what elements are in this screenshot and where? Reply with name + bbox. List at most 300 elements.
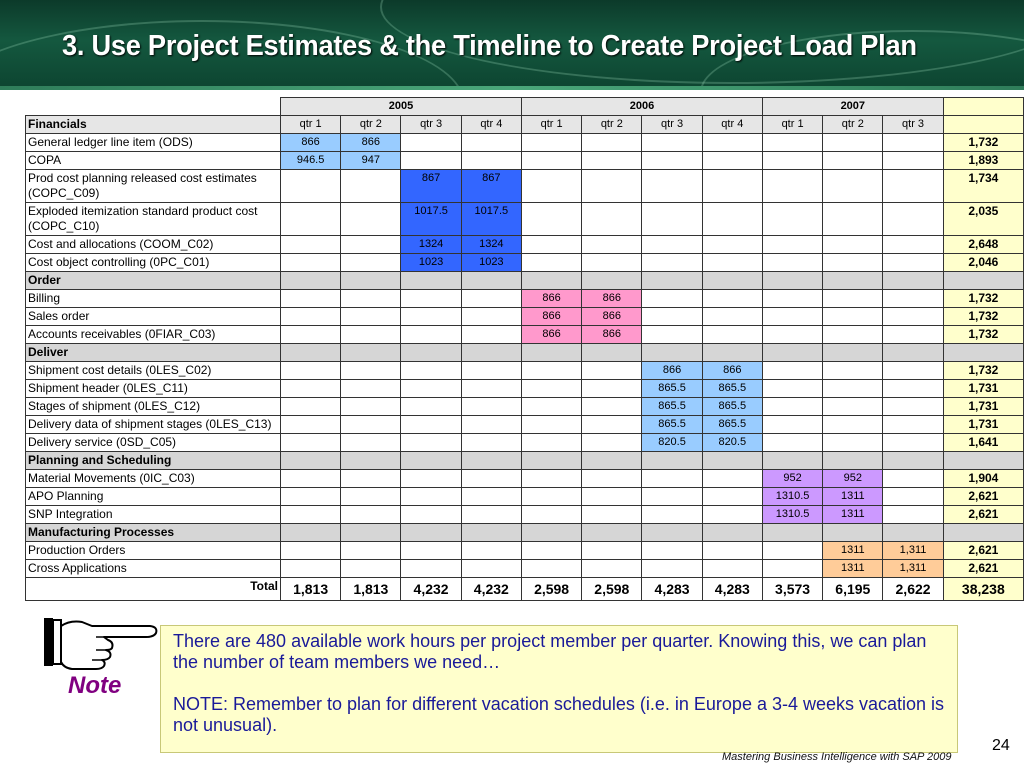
hours-cell	[521, 434, 581, 452]
section-label: Financials	[26, 116, 281, 134]
hours-cell	[582, 203, 642, 236]
hours-cell	[461, 560, 521, 578]
quarter-header: qtr 2	[582, 116, 642, 134]
hours-cell	[280, 203, 340, 236]
hours-cell	[280, 506, 340, 524]
section-cell	[401, 344, 461, 362]
total-label: Total	[26, 578, 281, 601]
section-cell	[521, 452, 581, 470]
hours-cell	[823, 308, 883, 326]
hours-cell	[341, 542, 401, 560]
hours-cell	[702, 254, 762, 272]
quarter-header: qtr 4	[461, 116, 521, 134]
section-cell	[702, 272, 762, 290]
hours-cell	[883, 506, 943, 524]
hours-cell	[762, 398, 822, 416]
hours-cell	[341, 416, 401, 434]
hours-cell: 865.5	[642, 416, 702, 434]
hours-cell	[521, 203, 581, 236]
row-total: 1,734	[943, 170, 1023, 203]
hours-cell	[401, 560, 461, 578]
section-cell	[702, 524, 762, 542]
section-cell	[461, 524, 521, 542]
table-row	[26, 416, 1024, 434]
hours-cell	[582, 236, 642, 254]
hours-cell	[401, 326, 461, 344]
hours-cell: 820.5	[702, 434, 762, 452]
section-cell	[702, 344, 762, 362]
quarter-header: qtr 2	[823, 116, 883, 134]
hours-cell	[702, 488, 762, 506]
hours-cell	[341, 254, 401, 272]
row-total: 2,621	[943, 542, 1023, 560]
hours-cell	[642, 254, 702, 272]
hours-cell: 1311	[823, 560, 883, 578]
hours-cell	[401, 434, 461, 452]
section-label: Manufacturing Processes	[26, 524, 281, 542]
row-total: 1,893	[943, 152, 1023, 170]
section-row	[26, 344, 1024, 362]
quarter-header: qtr 1	[521, 116, 581, 134]
hours-cell: 865.5	[702, 380, 762, 398]
row-label: Delivery data of shipment stages (0LES_C13)	[26, 416, 281, 434]
total-column-header	[943, 98, 1023, 116]
header-divider	[0, 86, 1024, 90]
hours-cell	[642, 326, 702, 344]
hours-cell	[823, 434, 883, 452]
hours-cell: 947	[341, 152, 401, 170]
table-row	[26, 362, 1024, 380]
hours-cell	[883, 170, 943, 203]
year-header-row	[26, 98, 1024, 116]
hours-cell	[280, 434, 340, 452]
hours-cell	[341, 434, 401, 452]
hours-cell	[762, 416, 822, 434]
table-row	[26, 308, 1024, 326]
section-cell	[883, 524, 943, 542]
hours-cell	[762, 290, 822, 308]
hours-cell	[521, 416, 581, 434]
quarter-total: 3,573	[762, 578, 822, 601]
hours-cell	[823, 380, 883, 398]
section-cell	[521, 524, 581, 542]
table-row	[26, 470, 1024, 488]
row-total: 2,621	[943, 506, 1023, 524]
hours-cell	[280, 308, 340, 326]
hours-cell	[642, 542, 702, 560]
hours-cell	[401, 380, 461, 398]
row-total: 1,732	[943, 134, 1023, 152]
hours-cell	[582, 434, 642, 452]
hours-cell	[341, 560, 401, 578]
hours-cell	[582, 542, 642, 560]
quarter-header: qtr 4	[702, 116, 762, 134]
section-cell	[823, 272, 883, 290]
table-row	[26, 203, 1024, 236]
row-label: Shipment cost details (0LES_C02)	[26, 362, 281, 380]
section-cell	[642, 272, 702, 290]
hours-cell: 865.5	[642, 398, 702, 416]
hours-cell	[762, 254, 822, 272]
hours-cell: 866	[582, 290, 642, 308]
row-total: 2,035	[943, 203, 1023, 236]
section-cell	[341, 452, 401, 470]
section-row	[26, 524, 1024, 542]
hours-cell	[702, 326, 762, 344]
hours-cell	[521, 470, 581, 488]
hours-cell	[341, 308, 401, 326]
hours-cell	[341, 506, 401, 524]
note-paragraph: There are 480 available work hours per project member per quarter. Knowing this, we can plan the number of team members we need…	[173, 631, 927, 672]
hours-cell: 867	[401, 170, 461, 203]
hours-cell: 866	[521, 290, 581, 308]
section-cell	[823, 452, 883, 470]
section-label: Deliver	[26, 344, 281, 362]
hours-cell	[702, 308, 762, 326]
quarter-header: qtr 3	[401, 116, 461, 134]
hours-cell: 866	[582, 326, 642, 344]
row-total: 1,641	[943, 434, 1023, 452]
hours-cell	[883, 380, 943, 398]
hours-cell	[521, 380, 581, 398]
hours-cell	[762, 134, 822, 152]
quarter-total: 1,813	[280, 578, 340, 601]
row-label: Prod cost planning released cost estimates (COPC_C09)	[26, 170, 281, 203]
hours-cell	[280, 542, 340, 560]
section-row	[26, 452, 1024, 470]
row-label: Production Orders	[26, 542, 281, 560]
hours-cell	[401, 152, 461, 170]
section-cell	[883, 452, 943, 470]
hours-cell	[280, 170, 340, 203]
hours-cell	[341, 488, 401, 506]
quarter-header: qtr 2	[341, 116, 401, 134]
row-label: Delivery service (0SD_C05)	[26, 434, 281, 452]
hours-cell	[521, 506, 581, 524]
hours-cell	[461, 152, 521, 170]
row-label: Material Movements (0IC_C03)	[26, 470, 281, 488]
hours-cell	[883, 488, 943, 506]
hours-cell	[762, 560, 822, 578]
section-label: Order	[26, 272, 281, 290]
hours-cell	[883, 398, 943, 416]
hours-cell	[461, 398, 521, 416]
quarter-header: qtr 3	[642, 116, 702, 134]
note-label: Note	[68, 672, 122, 699]
hours-cell	[883, 134, 943, 152]
slide-header	[0, 0, 1024, 90]
hours-cell	[883, 434, 943, 452]
hours-cell	[582, 152, 642, 170]
row-label: APO Planning	[26, 488, 281, 506]
hours-cell	[280, 326, 340, 344]
hours-cell	[280, 362, 340, 380]
hours-cell	[280, 290, 340, 308]
quarter-header: qtr 3	[883, 116, 943, 134]
table-row	[26, 326, 1024, 344]
hours-cell	[702, 290, 762, 308]
hours-cell	[883, 254, 943, 272]
hours-cell: 1023	[461, 254, 521, 272]
hours-cell	[341, 470, 401, 488]
hours-cell	[401, 398, 461, 416]
hours-cell	[762, 326, 822, 344]
hours-cell	[642, 290, 702, 308]
row-label: Cost object controlling (0PC_C01)	[26, 254, 281, 272]
row-label: Sales order	[26, 308, 281, 326]
hours-cell	[461, 416, 521, 434]
hours-cell	[823, 326, 883, 344]
hours-cell	[642, 506, 702, 524]
row-total: 1,731	[943, 416, 1023, 434]
hours-cell: 952	[823, 470, 883, 488]
hours-cell	[461, 362, 521, 380]
hours-cell	[762, 362, 822, 380]
hours-cell	[401, 506, 461, 524]
quarter-total: 1,813	[341, 578, 401, 601]
note-box	[160, 625, 958, 753]
section-cell	[401, 452, 461, 470]
section-cell	[461, 452, 521, 470]
quarter-header: qtr 1	[762, 116, 822, 134]
quarter-total: 6,195	[823, 578, 883, 601]
row-total: 1,732	[943, 362, 1023, 380]
hours-cell	[823, 134, 883, 152]
hours-cell	[461, 488, 521, 506]
section-cell	[280, 272, 340, 290]
table-row	[26, 542, 1024, 560]
hours-cell	[582, 470, 642, 488]
section-cell	[883, 344, 943, 362]
hours-cell	[702, 170, 762, 203]
section-total-cell	[943, 344, 1023, 362]
hours-cell: 1,311	[883, 542, 943, 560]
hours-cell	[280, 416, 340, 434]
year-header: 2006	[521, 98, 762, 116]
hours-cell: 1017.5	[461, 203, 521, 236]
hours-cell	[341, 362, 401, 380]
hours-cell	[823, 362, 883, 380]
hours-cell	[642, 170, 702, 203]
hours-cell	[762, 380, 822, 398]
hours-cell	[883, 416, 943, 434]
section-label: Planning and Scheduling	[26, 452, 281, 470]
grand-total: 38,238	[943, 578, 1023, 601]
hours-cell	[582, 416, 642, 434]
row-total: 2,046	[943, 254, 1023, 272]
hours-cell	[883, 152, 943, 170]
hours-cell	[521, 254, 581, 272]
section-cell	[582, 272, 642, 290]
section-cell	[702, 452, 762, 470]
hours-cell: 1324	[461, 236, 521, 254]
hours-cell	[642, 488, 702, 506]
section-cell	[582, 524, 642, 542]
hours-cell	[762, 236, 822, 254]
hours-cell	[883, 236, 943, 254]
section-cell	[341, 524, 401, 542]
row-label: Shipment header (0LES_C11)	[26, 380, 281, 398]
row-label: SNP Integration	[26, 506, 281, 524]
hours-cell	[401, 470, 461, 488]
hours-cell	[642, 560, 702, 578]
hours-cell: 1311	[823, 506, 883, 524]
hours-cell	[642, 236, 702, 254]
section-row	[26, 272, 1024, 290]
hours-cell	[401, 488, 461, 506]
hours-cell	[883, 326, 943, 344]
hours-cell	[461, 326, 521, 344]
table-row	[26, 560, 1024, 578]
hours-cell	[883, 290, 943, 308]
row-label: Cross Applications	[26, 560, 281, 578]
section-cell	[341, 272, 401, 290]
hours-cell	[461, 470, 521, 488]
hours-cell	[762, 308, 822, 326]
hours-cell	[582, 134, 642, 152]
hours-cell	[823, 416, 883, 434]
hours-cell	[582, 170, 642, 203]
row-total: 2,648	[943, 236, 1023, 254]
hours-cell: 1310.5	[762, 488, 822, 506]
hours-cell	[883, 203, 943, 236]
table-row	[26, 134, 1024, 152]
section-cell	[461, 344, 521, 362]
hours-cell	[762, 203, 822, 236]
hours-cell	[582, 506, 642, 524]
hours-cell	[521, 236, 581, 254]
hours-cell	[762, 170, 822, 203]
section-total-cell	[943, 524, 1023, 542]
hours-cell	[582, 362, 642, 380]
hours-cell	[702, 506, 762, 524]
section-cell	[823, 524, 883, 542]
hours-cell	[521, 542, 581, 560]
hours-cell	[280, 254, 340, 272]
quarter-total: 4,232	[401, 578, 461, 601]
section-cell	[823, 344, 883, 362]
hours-cell	[280, 488, 340, 506]
quarter-header: qtr 1	[280, 116, 340, 134]
table-row	[26, 152, 1024, 170]
hours-cell: 1,311	[883, 560, 943, 578]
hours-cell	[762, 434, 822, 452]
hours-cell: 867	[461, 170, 521, 203]
hours-cell: 866	[642, 362, 702, 380]
row-label: Billing	[26, 290, 281, 308]
table-row	[26, 380, 1024, 398]
hours-cell	[582, 380, 642, 398]
hours-cell	[280, 470, 340, 488]
hours-cell	[762, 152, 822, 170]
section-cell	[762, 524, 822, 542]
row-label: Exploded itemization standard product cost (COPC_C10)	[26, 203, 281, 236]
row-label: Cost and allocations (COOM_C02)	[26, 236, 281, 254]
hours-cell	[401, 308, 461, 326]
section-cell	[521, 272, 581, 290]
row-total: 1,731	[943, 380, 1023, 398]
quarter-header-row	[26, 116, 1024, 134]
hours-cell	[521, 134, 581, 152]
hours-cell	[582, 398, 642, 416]
section-cell	[642, 344, 702, 362]
footer-text: Mastering Business Intelligence with SAP 2009	[722, 751, 952, 763]
row-total: 1,904	[943, 470, 1023, 488]
hours-cell	[823, 236, 883, 254]
row-total: 1,732	[943, 308, 1023, 326]
hours-cell	[823, 398, 883, 416]
hours-cell	[521, 362, 581, 380]
hours-cell: 952	[762, 470, 822, 488]
section-total-cell	[943, 452, 1023, 470]
hours-cell	[401, 542, 461, 560]
hours-cell: 865.5	[702, 416, 762, 434]
hours-cell	[883, 308, 943, 326]
section-cell	[461, 272, 521, 290]
quarter-total: 4,283	[642, 578, 702, 601]
hours-cell: 946.5	[280, 152, 340, 170]
hours-cell: 1324	[401, 236, 461, 254]
hours-cell: 1017.5	[401, 203, 461, 236]
table-corner	[26, 98, 281, 116]
hours-cell: 865.5	[702, 398, 762, 416]
hours-cell: 866	[521, 308, 581, 326]
hours-cell	[521, 560, 581, 578]
hours-cell	[702, 134, 762, 152]
section-cell	[642, 524, 702, 542]
hours-cell	[521, 488, 581, 506]
hours-cell	[642, 152, 702, 170]
hours-cell	[341, 290, 401, 308]
row-total: 2,621	[943, 560, 1023, 578]
hours-cell	[883, 470, 943, 488]
hours-cell	[341, 398, 401, 416]
hours-cell	[823, 254, 883, 272]
hours-cell	[823, 170, 883, 203]
hours-cell	[461, 380, 521, 398]
hours-cell	[280, 236, 340, 254]
hours-cell	[280, 398, 340, 416]
table-row	[26, 170, 1024, 203]
hours-cell	[521, 170, 581, 203]
hours-cell: 866	[341, 134, 401, 152]
hours-cell	[401, 362, 461, 380]
totals-row	[26, 578, 1024, 601]
table-row	[26, 236, 1024, 254]
row-total: 1,731	[943, 398, 1023, 416]
hours-cell	[461, 542, 521, 560]
hours-cell: 1311	[823, 542, 883, 560]
section-cell	[280, 344, 340, 362]
row-label: General ledger line item (ODS)	[26, 134, 281, 152]
hours-cell: 866	[521, 326, 581, 344]
hours-cell	[582, 254, 642, 272]
year-header: 2005	[280, 98, 521, 116]
table-body	[26, 134, 1024, 601]
quarter-total: 2,598	[582, 578, 642, 601]
hours-cell	[341, 170, 401, 203]
section-cell	[762, 272, 822, 290]
hours-cell	[702, 152, 762, 170]
hours-cell	[401, 290, 461, 308]
page-number: 24	[992, 737, 1010, 754]
hours-cell: 866	[280, 134, 340, 152]
hours-cell	[642, 203, 702, 236]
hours-cell	[702, 203, 762, 236]
slide-title: 3. Use Project Estimates & the Timeline to Create Project Load Plan	[62, 30, 917, 62]
hours-cell	[461, 134, 521, 152]
hours-cell	[883, 362, 943, 380]
